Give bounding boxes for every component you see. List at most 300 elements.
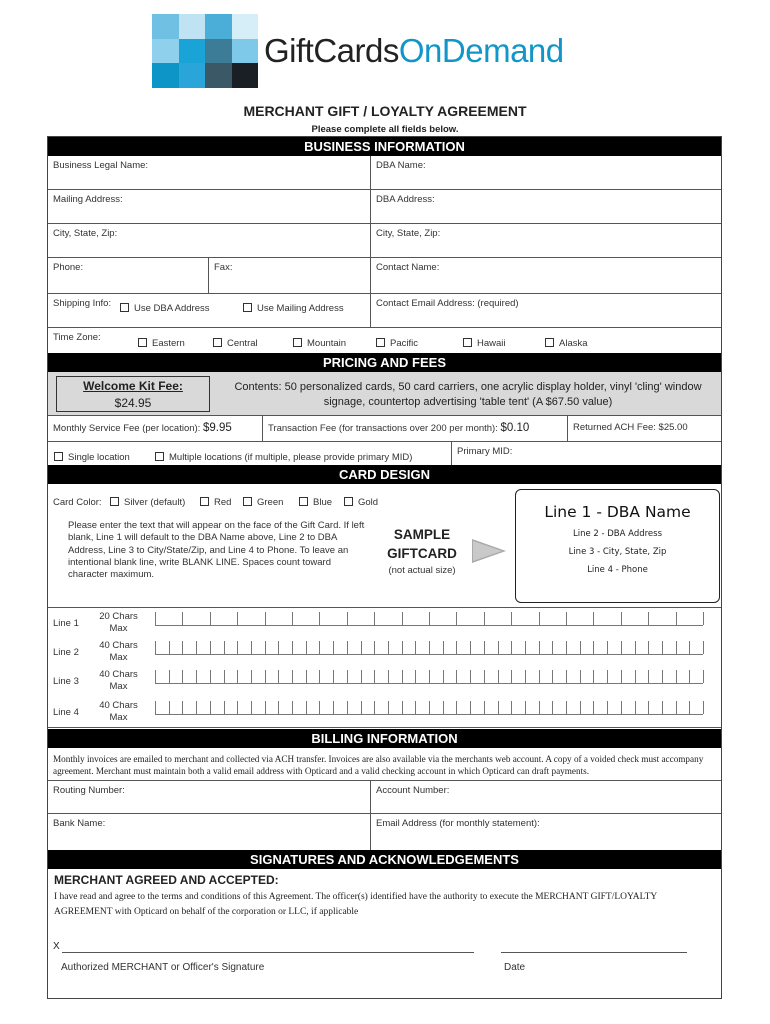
char-slot-divider bbox=[224, 670, 225, 683]
tz-central-label: Central bbox=[227, 338, 258, 349]
char-slot-divider bbox=[224, 701, 225, 714]
char-slot-divider bbox=[525, 641, 526, 654]
char-slot-divider bbox=[593, 701, 594, 714]
char-slot-divider bbox=[607, 670, 608, 683]
preview-line4: Line 4 - Phone bbox=[587, 565, 648, 575]
phone-label: Phone: bbox=[53, 262, 84, 273]
logo-square bbox=[205, 14, 232, 39]
char-slot-divider bbox=[306, 670, 307, 683]
char-slot-divider bbox=[210, 701, 211, 714]
char-slot-divider bbox=[689, 641, 690, 654]
char-slot-divider bbox=[580, 670, 581, 683]
checkbox-single-location[interactable] bbox=[54, 452, 63, 461]
char-slot-divider bbox=[580, 701, 581, 714]
char-slot-divider bbox=[511, 612, 512, 625]
char-slot-divider bbox=[374, 641, 375, 654]
char-slot-divider bbox=[676, 701, 677, 714]
tz-alaska-label: Alaska bbox=[559, 338, 588, 349]
char-slot-divider bbox=[155, 670, 156, 683]
char-slot-divider bbox=[443, 701, 444, 714]
dba-name-field[interactable] bbox=[370, 156, 721, 189]
char-slot-divider bbox=[635, 641, 636, 654]
char-slot-divider bbox=[429, 670, 430, 683]
logo-text-ondemand: OnDemand bbox=[398, 32, 564, 69]
tz-pacific-option[interactable] bbox=[376, 338, 418, 349]
char-slot-divider bbox=[593, 641, 594, 654]
char-slot-divider bbox=[429, 701, 430, 714]
row-names bbox=[48, 156, 721, 190]
line1-max-chars: 20 Chars Max bbox=[99, 611, 138, 634]
logo-text-giftcards: GiftCards bbox=[264, 32, 399, 69]
char-slot-divider bbox=[621, 670, 622, 683]
char-slot-divider bbox=[703, 641, 704, 654]
use-dba-label: Use DBA Address bbox=[134, 303, 210, 314]
char-slot-divider bbox=[635, 670, 636, 683]
char-slot-divider bbox=[374, 612, 375, 625]
row-bank-numbers bbox=[48, 780, 721, 814]
char-slot-divider bbox=[566, 612, 567, 625]
char-slot-divider bbox=[429, 641, 430, 654]
char-slot-divider bbox=[621, 641, 622, 654]
char-slot-divider bbox=[306, 701, 307, 714]
char-slot-divider bbox=[484, 612, 485, 625]
section-billing-information: BILLING INFORMATION bbox=[48, 729, 721, 748]
date-label: Date bbox=[504, 962, 526, 973]
char-slot-divider bbox=[182, 612, 183, 625]
char-slot-divider bbox=[402, 701, 403, 714]
contact-name-field[interactable] bbox=[370, 258, 721, 293]
char-slot-divider bbox=[265, 670, 266, 683]
color-silver-label: Silver (default) bbox=[124, 497, 186, 508]
char-slot-divider bbox=[292, 612, 293, 625]
color-blue-option[interactable] bbox=[299, 497, 332, 508]
char-slot-divider bbox=[333, 701, 334, 714]
char-slot-divider bbox=[525, 670, 526, 683]
preview-line1: Line 1 - DBA Name bbox=[544, 503, 691, 521]
card-color-label: Card Color: bbox=[53, 497, 102, 508]
char-slot-divider bbox=[169, 641, 170, 654]
char-slot-divider bbox=[374, 670, 375, 683]
logo-square bbox=[205, 39, 232, 64]
char-slot-divider bbox=[155, 701, 156, 714]
char-slot-divider bbox=[361, 670, 362, 683]
card-text-lines bbox=[48, 607, 721, 728]
logo-wordmark bbox=[264, 31, 564, 71]
phone-field[interactable] bbox=[48, 258, 208, 293]
char-slot-divider bbox=[484, 641, 485, 654]
char-slot-divider bbox=[292, 670, 293, 683]
use-mailing-label: Use Mailing Address bbox=[257, 303, 344, 314]
merchant-agreed-heading: MERCHANT AGREED AND ACCEPTED: bbox=[54, 873, 279, 887]
char-slot-divider bbox=[429, 612, 430, 625]
char-slot-divider bbox=[374, 701, 375, 714]
char-slot-divider bbox=[347, 670, 348, 683]
char-slot-divider bbox=[319, 701, 320, 714]
welcome-kit-contents: Contents: 50 personalized cards, 50 card carriers, one acrylic display holder, vinyl 'cling' window signage, countertop advertising 'table tent' (A $67.50 value) bbox=[234, 381, 702, 408]
monthly-service-fee bbox=[48, 416, 262, 441]
routing-number-field[interactable] bbox=[48, 781, 370, 813]
char-slot-divider bbox=[470, 670, 471, 683]
bank-name-field[interactable] bbox=[48, 814, 370, 850]
char-slot-divider bbox=[648, 670, 649, 683]
tz-eastern-option[interactable] bbox=[138, 338, 185, 349]
char-slot-divider bbox=[347, 612, 348, 625]
bank-name-label: Bank Name: bbox=[53, 818, 106, 829]
char-slot-divider bbox=[251, 701, 252, 714]
char-slot-divider bbox=[196, 670, 197, 683]
statement-email-label: Email Address (for monthly statement): bbox=[376, 818, 540, 829]
char-slot-divider bbox=[539, 670, 540, 683]
tz-hawaii-option[interactable] bbox=[463, 338, 506, 349]
business-legal-name-field[interactable] bbox=[48, 156, 370, 189]
char-slot-divider bbox=[415, 701, 416, 714]
logo-square bbox=[152, 63, 179, 88]
row-city bbox=[48, 224, 721, 258]
line1-label: Line 1 bbox=[53, 618, 79, 629]
checkbox-multiple-locations[interactable] bbox=[155, 452, 164, 461]
char-slot-divider bbox=[635, 701, 636, 714]
logo-square bbox=[152, 14, 179, 39]
fax-label: Fax: bbox=[214, 262, 233, 273]
tz-hawaii-label: Hawaii bbox=[477, 338, 506, 349]
tz-mountain-label: Mountain bbox=[307, 338, 347, 349]
account-number-field[interactable] bbox=[370, 781, 721, 813]
preview-line2: Line 2 - DBA Address bbox=[572, 529, 663, 539]
char-slot-divider bbox=[306, 641, 307, 654]
sample-giftcard-label bbox=[376, 525, 468, 576]
checkbox-green[interactable] bbox=[243, 497, 252, 506]
acknowledgement-text: I have read and agree to the terms and conditions of this Agreement. The officer(s) identified have the authority to execute the MERCHANT GIFT/LOYALTY AGREEMENT with Opticard on behalf of the corporation or LLC, if applicable bbox=[54, 892, 657, 917]
char-slot-divider bbox=[388, 701, 389, 714]
char-slot-divider bbox=[333, 670, 334, 683]
char-slot-divider bbox=[607, 641, 608, 654]
char-slot-divider bbox=[388, 641, 389, 654]
checkbox-red[interactable] bbox=[200, 497, 209, 506]
char-slot-divider bbox=[196, 701, 197, 714]
tz-central-option[interactable] bbox=[213, 338, 258, 349]
char-slot-divider bbox=[470, 641, 471, 654]
char-slot-divider bbox=[566, 641, 567, 654]
char-slot-divider bbox=[237, 670, 238, 683]
char-slot-divider bbox=[676, 670, 677, 683]
char-slot-divider bbox=[498, 641, 499, 654]
char-slot-divider bbox=[415, 670, 416, 683]
section-card-design: CARD DESIGN bbox=[48, 465, 721, 484]
color-red-label: Red bbox=[214, 497, 232, 508]
char-slot-divider bbox=[319, 670, 320, 683]
line4-character-input[interactable] bbox=[155, 702, 703, 715]
char-slot-divider bbox=[361, 641, 362, 654]
logo-mark bbox=[152, 14, 258, 88]
line2-character-input[interactable] bbox=[155, 642, 703, 655]
char-slot-divider bbox=[292, 701, 293, 714]
business-legal-name-label: Business Legal Name: bbox=[53, 160, 149, 171]
line4-label: Line 4 bbox=[53, 707, 79, 718]
char-slot-divider bbox=[484, 670, 485, 683]
char-slot-divider bbox=[333, 641, 334, 654]
char-slot-divider bbox=[278, 641, 279, 654]
char-slot-divider bbox=[676, 612, 677, 625]
checkbox-eastern[interactable] bbox=[138, 338, 147, 347]
primary-mid-field[interactable] bbox=[451, 442, 721, 467]
char-slot-divider bbox=[210, 670, 211, 683]
single-location-label: Single location bbox=[68, 452, 130, 463]
color-green-label: Green bbox=[257, 497, 284, 508]
char-slot-divider bbox=[278, 670, 279, 683]
date-line[interactable] bbox=[501, 952, 687, 953]
char-slot-divider bbox=[484, 701, 485, 714]
checkbox-central[interactable] bbox=[213, 338, 222, 347]
monthly-fee-label: Monthly Service Fee (per location): bbox=[53, 423, 201, 434]
checkbox-hawaii[interactable] bbox=[463, 338, 472, 347]
char-slot-divider bbox=[388, 670, 389, 683]
char-slot-divider bbox=[456, 670, 457, 683]
char-slot-divider bbox=[402, 670, 403, 683]
char-slot-divider bbox=[662, 641, 663, 654]
char-slot-divider bbox=[703, 701, 704, 714]
company-logo bbox=[152, 14, 612, 88]
logo-square bbox=[152, 39, 179, 64]
char-slot-divider bbox=[676, 641, 677, 654]
mailing-address-field[interactable] bbox=[48, 190, 370, 223]
monthly-fee-value: $9.95 bbox=[202, 422, 232, 434]
checkbox-gold[interactable] bbox=[344, 497, 353, 506]
signature-label: Authorized MERCHANT or Officer's Signature bbox=[61, 962, 265, 973]
logo-square bbox=[179, 63, 206, 88]
primary-mid-label: Primary MID: bbox=[457, 446, 513, 457]
signature-line[interactable] bbox=[62, 952, 474, 953]
char-slot-divider bbox=[607, 701, 608, 714]
char-slot-divider bbox=[566, 701, 567, 714]
char-slot-divider bbox=[251, 670, 252, 683]
card-text-instructions: Please enter the text that will appear on the face of the Gift Card. If left blank, Line 1 will default to the DBA Name above, Line 2 to DBA Address, Line 3 to City/State/Zip, and Line 4 to Phone. To leave an intentional blank line, write BLANK LINE. Spaces count toward character maximum. bbox=[68, 520, 365, 581]
logo-square bbox=[205, 63, 232, 88]
multiple-locations-option[interactable] bbox=[155, 452, 412, 463]
tz-eastern-label: Eastern bbox=[152, 338, 185, 349]
arrow-right-icon-fill bbox=[473, 541, 502, 561]
char-slot-divider bbox=[169, 701, 170, 714]
char-slot-divider bbox=[470, 701, 471, 714]
sample-title-line2: GIFTCARD bbox=[387, 546, 457, 561]
welcome-kit-fee-box bbox=[56, 376, 210, 412]
char-slot-divider bbox=[525, 701, 526, 714]
checkbox-silver[interactable] bbox=[110, 497, 119, 506]
checkbox-use-mailing[interactable] bbox=[243, 303, 252, 312]
line3-max-chars: 40 Chars Max bbox=[99, 669, 138, 692]
welcome-kit-price: $24.95 bbox=[114, 396, 152, 410]
line2-max-chars: 40 Chars Max bbox=[99, 640, 138, 663]
char-slot-divider bbox=[265, 701, 266, 714]
char-slot-divider bbox=[278, 701, 279, 714]
char-slot-divider bbox=[539, 641, 540, 654]
char-slot-divider bbox=[539, 701, 540, 714]
char-slot-divider bbox=[539, 612, 540, 625]
char-slot-divider bbox=[169, 670, 170, 683]
char-slot-divider bbox=[415, 641, 416, 654]
char-slot-divider bbox=[237, 701, 238, 714]
color-gold-option[interactable] bbox=[344, 497, 378, 508]
char-slot-divider bbox=[224, 641, 225, 654]
char-slot-divider bbox=[511, 701, 512, 714]
color-red-option[interactable] bbox=[200, 497, 231, 508]
color-blue-label: Blue bbox=[313, 497, 333, 508]
char-slot-divider bbox=[237, 612, 238, 625]
char-slot-divider bbox=[689, 701, 690, 714]
char-slot-divider bbox=[456, 701, 457, 714]
char-slot-divider bbox=[347, 701, 348, 714]
char-slot-divider bbox=[662, 670, 663, 683]
color-green-option[interactable] bbox=[243, 497, 283, 508]
char-slot-divider bbox=[498, 670, 499, 683]
mailing-city-state-zip-field[interactable] bbox=[48, 224, 370, 257]
char-slot-divider bbox=[552, 670, 553, 683]
char-slot-divider bbox=[402, 612, 403, 625]
char-slot-divider bbox=[361, 701, 362, 714]
single-location-option[interactable] bbox=[54, 452, 130, 463]
section-pricing-and-fees: PRICING AND FEES bbox=[48, 353, 721, 372]
checkbox-use-dba[interactable] bbox=[120, 303, 129, 312]
returned-ach-fee: Returned ACH Fee: $25.00 bbox=[567, 416, 721, 441]
sample-giftcard-preview bbox=[515, 489, 720, 603]
char-slot-divider bbox=[155, 612, 156, 625]
logo-square bbox=[179, 39, 206, 64]
char-slot-divider bbox=[648, 612, 649, 625]
signature-x-mark: X bbox=[53, 941, 60, 952]
dba-city-label: City, State, Zip: bbox=[376, 228, 441, 239]
char-slot-divider bbox=[498, 701, 499, 714]
char-slot-divider bbox=[566, 670, 567, 683]
routing-number-label: Routing Number: bbox=[53, 785, 125, 796]
char-slot-divider bbox=[182, 670, 183, 683]
char-slot-divider bbox=[210, 612, 211, 625]
statement-email-field[interactable] bbox=[370, 814, 721, 850]
tz-pacific-label: Pacific bbox=[390, 338, 418, 349]
use-mailing-address-option[interactable] bbox=[243, 303, 344, 314]
row-addresses bbox=[48, 190, 721, 224]
welcome-kit-row bbox=[48, 372, 721, 416]
char-slot-divider bbox=[182, 641, 183, 654]
char-slot-divider bbox=[648, 641, 649, 654]
shipping-info-label: Shipping Info: bbox=[53, 298, 112, 309]
row-phone bbox=[48, 258, 721, 294]
contact-email-field[interactable] bbox=[370, 294, 721, 327]
checkbox-alaska[interactable] bbox=[545, 338, 554, 347]
char-slot-divider bbox=[621, 612, 622, 625]
char-slot-divider bbox=[689, 670, 690, 683]
checkbox-mountain[interactable] bbox=[293, 338, 302, 347]
char-slot-divider bbox=[648, 701, 649, 714]
sample-note: (not actual size) bbox=[388, 565, 456, 576]
char-slot-divider bbox=[402, 641, 403, 654]
transaction-fee-label: Transaction Fee (for transactions over 200 per month): bbox=[268, 423, 498, 434]
char-slot-divider bbox=[182, 701, 183, 714]
char-slot-divider bbox=[251, 641, 252, 654]
account-number-label: Account Number: bbox=[376, 785, 450, 796]
char-slot-divider bbox=[456, 641, 457, 654]
sample-title-line1: SAMPLE bbox=[393, 527, 451, 542]
char-slot-divider bbox=[621, 701, 622, 714]
char-slot-divider bbox=[552, 641, 553, 654]
char-slot-divider bbox=[703, 670, 704, 683]
char-slot-divider bbox=[511, 670, 512, 683]
tz-alaska-option[interactable] bbox=[545, 338, 588, 349]
color-silver-option[interactable] bbox=[110, 497, 185, 508]
contact-email-label: Contact Email Address: (required) bbox=[376, 298, 519, 309]
char-slot-divider bbox=[265, 612, 266, 625]
section-business-information: BUSINESS INFORMATION bbox=[48, 137, 721, 156]
logo-square bbox=[232, 14, 259, 39]
logo-square bbox=[232, 63, 259, 88]
char-slot-divider bbox=[593, 670, 594, 683]
billing-description: Monthly invoices are emailed to merchant and collected via ACH transfer. Invoices are also available via the merchants web account. A copy of a voided check must accompany agreement. Merchant must maintain both a valid email address with Opticard and a valid checking account in which Opticard can draft payments. bbox=[53, 754, 704, 777]
row-fees bbox=[48, 416, 721, 442]
page-subtitle: Please complete all fields below. bbox=[311, 124, 459, 135]
dba-address-field[interactable] bbox=[370, 190, 721, 223]
char-slot-divider bbox=[319, 641, 320, 654]
row-locations bbox=[48, 442, 721, 467]
char-slot-divider bbox=[443, 670, 444, 683]
char-slot-divider bbox=[210, 641, 211, 654]
char-slot-divider bbox=[662, 701, 663, 714]
line4-max-chars: 40 Chars Max bbox=[99, 700, 138, 723]
welcome-kit-title: Welcome Kit Fee: bbox=[83, 379, 183, 393]
dba-city-state-zip-field[interactable] bbox=[370, 224, 721, 257]
tz-mountain-option[interactable] bbox=[293, 338, 346, 349]
line1-character-input[interactable] bbox=[155, 613, 703, 626]
char-slot-divider bbox=[580, 641, 581, 654]
dba-address-label: DBA Address: bbox=[376, 194, 435, 205]
char-slot-divider bbox=[155, 641, 156, 654]
char-slot-divider bbox=[319, 612, 320, 625]
logo-square bbox=[232, 39, 259, 64]
char-slot-divider bbox=[237, 641, 238, 654]
char-slot-divider bbox=[292, 641, 293, 654]
char-slot-divider bbox=[593, 612, 594, 625]
use-dba-address-option[interactable] bbox=[120, 303, 210, 314]
line2-label: Line 2 bbox=[53, 647, 79, 658]
contact-name-label: Contact Name: bbox=[376, 262, 440, 273]
char-slot-divider bbox=[552, 701, 553, 714]
section-signatures: SIGNATURES AND ACKNOWLEDGEMENTS bbox=[48, 850, 721, 869]
preview-line3: Line 3 - City, State, Zip bbox=[568, 547, 667, 557]
time-zone-label: Time Zone: bbox=[53, 332, 101, 343]
logo-square bbox=[179, 14, 206, 39]
mailing-city-label: City, State, Zip: bbox=[53, 228, 118, 239]
line3-character-input[interactable] bbox=[155, 671, 703, 684]
fax-field[interactable] bbox=[208, 258, 370, 293]
char-slot-divider bbox=[456, 612, 457, 625]
page-title: MERCHANT GIFT / LOYALTY AGREEMENT bbox=[243, 103, 527, 119]
char-slot-divider bbox=[511, 641, 512, 654]
mailing-address-label: Mailing Address: bbox=[53, 194, 123, 205]
row-bank-name bbox=[48, 814, 721, 850]
multiple-locations-label: Multiple locations (if multiple, please provide primary MID) bbox=[169, 452, 413, 463]
checkbox-pacific[interactable] bbox=[376, 338, 385, 347]
transaction-fee-value: $0.10 bbox=[500, 422, 530, 434]
line3-label: Line 3 bbox=[53, 676, 79, 687]
char-slot-divider bbox=[347, 641, 348, 654]
row-shipping bbox=[48, 294, 721, 328]
char-slot-divider bbox=[196, 641, 197, 654]
color-gold-label: Gold bbox=[358, 497, 379, 508]
checkbox-blue[interactable] bbox=[299, 497, 308, 506]
row-time-zone bbox=[48, 328, 721, 354]
dba-name-label: DBA Name: bbox=[376, 160, 426, 171]
agreement-form bbox=[47, 136, 722, 999]
char-slot-divider bbox=[443, 641, 444, 654]
char-slot-divider bbox=[703, 612, 704, 625]
char-slot-divider bbox=[265, 641, 266, 654]
